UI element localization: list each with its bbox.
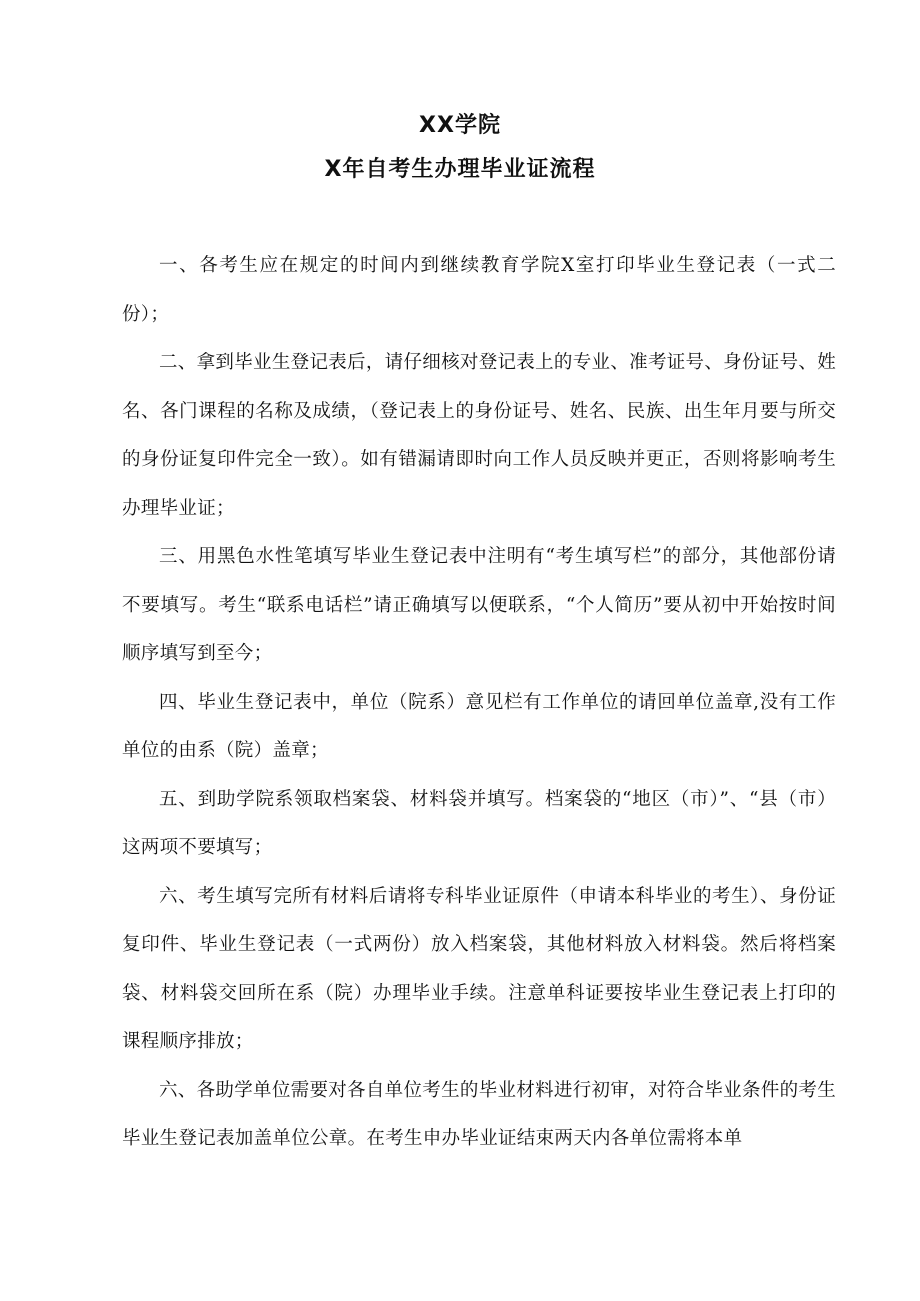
document-body	[122, 242, 836, 1164]
paragraph-step-1: 一、各考生应在规定的时间内到继续教育学院X室打印毕业生登记表（一式二份）；	[122, 255, 836, 325]
paragraph-step-2: 二、拿到毕业生登记表后，请仔细核对登记表上的专业、准考证号、身份证号、姓名、各门课程的名称及成绩，（登记表上的身份证号、姓名、民族、出生年月要与所交的身份证复印件完全一致）。如有错漏请即时向工作人员反映并更正，否则将影响考生办理毕业证；	[122, 352, 836, 519]
paragraph-step-7: 六、各助学单位需要对各自单位考生的毕业材料进行初审，对符合毕业条件的考生毕业生登记表加盖单位公章。在考生申办毕业证结束两天内各单位需将本单	[122, 1079, 836, 1149]
title-block	[0, 104, 920, 192]
document-title: X年自考生办理毕业证流程	[324, 157, 596, 182]
paragraph-step-3: 三、用黑色水性笔填写毕业生登记表中注明有“考生填写栏”的部分，其他部份请不要填写。考生“联系电话栏”请正确填写以便联系，“个人简历”要从初中开始按时间顺序填写到至今；	[122, 546, 836, 664]
paragraph-step-4: 四、毕业生登记表中，单位（院系）意见栏有工作单位的请回单位盖章,没有工作单位的由系（院）盖章；	[122, 691, 836, 761]
institution-title: XX学院	[419, 113, 501, 138]
paragraph-step-6: 六、考生填写完所有材料后请将专科毕业证原件（申请本科毕业的考生）、身份证复印件、毕业生登记表（一式两份）放入档案袋，其他材料放入材料袋。然后将档案袋、材料袋交回所在系（院）办理毕业手续。注意单科证要按毕业生登记表上打印的课程顺序排放；	[122, 885, 836, 1052]
paragraph-step-5: 五、到助学院系领取档案袋、材料袋并填写。档案袋的“地区（市）”、“县（市）这两项不要填写；	[122, 788, 836, 858]
